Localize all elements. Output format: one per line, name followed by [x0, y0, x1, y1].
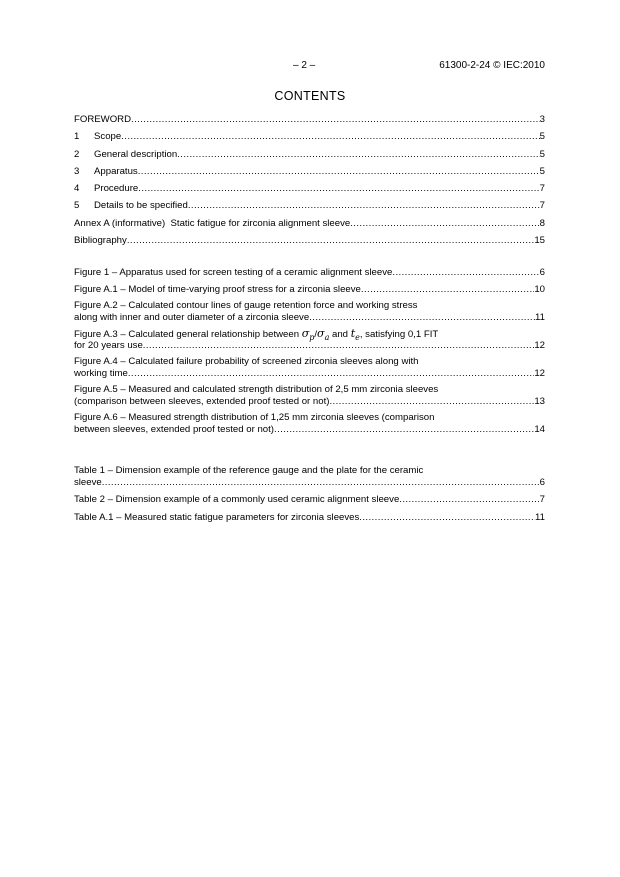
sigma-p-symbol: $\sigma_p$: [301, 327, 315, 343]
toc-entry-table-1[interactable]: Table 1 – Dimension example of the reference gauge and the plate for the ceramic sleeve ..... 6: [74, 465, 545, 489]
toc-entry-details[interactable]: 5 Details to be specified ..... 7: [74, 200, 545, 212]
page-ref: 12: [534, 340, 545, 352]
t-e-symbol: $t_e$: [350, 327, 360, 343]
toc-entry-figure-a4[interactable]: Figure A.4 – Calculated failure probability of screened zirconia sleeves along with working time ..... 12: [74, 356, 545, 380]
page-ref: 12: [534, 368, 545, 380]
toc-entry-figure-a6[interactable]: Figure A.6 – Measured strength distribution of 1,25 mm zirconia sleeves (comparison between sleeves, extended proof tested or not) ..... 14: [74, 412, 545, 436]
page-ref: 14: [534, 424, 545, 436]
toc-entry-table-a1[interactable]: Table A.1 – Measured static fatigue parameters for zirconia sleeves ..... 11: [74, 512, 545, 524]
toc-entry-annex-a[interactable]: Annex A (informative) Static fatigue for zirconia alignment sleeve ..... 8: [74, 218, 545, 230]
sigma-a-symbol: $\sigma_a$: [317, 327, 330, 343]
toc-entry-figure-1[interactable]: Figure 1 – Apparatus used for screen testing of a ceramic alignment sleeve ..... 6: [74, 267, 545, 279]
page-number: – 2 –: [293, 60, 316, 71]
page-ref: 10: [534, 284, 545, 296]
page-ref: 5: [539, 165, 545, 177]
page-header: [0, 60, 620, 74]
standard-reference: 61300-2-24 © IEC:2010: [439, 60, 545, 71]
page-ref: 7: [539, 183, 545, 195]
toc-entry-figure-a1[interactable]: Figure A.1 – Model of time-varying proof stress for a zirconia sleeve ..... 10: [74, 284, 545, 296]
toc-entry-general-description[interactable]: 2 General description ..... 5: [74, 149, 545, 161]
page-ref: 11: [535, 511, 545, 523]
toc-figures: [74, 267, 545, 436]
toc-entry-procedure[interactable]: 4 Procedure ..... 7: [74, 183, 545, 195]
toc-entry-foreword[interactable]: FOREWORD ..... 3: [74, 114, 545, 126]
page-ref: 6: [539, 267, 545, 278]
toc-entry-table-2[interactable]: Table 2 – Dimension example of a commonly used ceramic alignment sleeve ..... 7: [74, 494, 545, 506]
page-ref: 7: [539, 494, 545, 506]
page-ref: 3: [539, 114, 545, 125]
page-ref: 6: [539, 477, 545, 488]
toc-entry-bibliography[interactable]: Bibliography ..... 15: [74, 235, 545, 247]
toc-entry-figure-a2[interactable]: Figure A.2 – Calculated contour lines of gauge retention force and working stress along with inner and outer diameter of a zirconia sleeve ..... 11: [74, 300, 545, 324]
toc-tables: [74, 465, 545, 524]
toc-entry-apparatus[interactable]: 3 Apparatus ..... 5: [74, 166, 545, 178]
page-ref: 11: [535, 312, 545, 324]
page-ref: 15: [534, 235, 545, 247]
toc-entry-figure-a3[interactable]: Figure A.3 – Calculated general relationship between $\sigma_p/\sigma_a$ and $t_e$, satisfying 0,1 FIT for 20 years use ..... 12: [74, 328, 545, 352]
toc-entry-scope[interactable]: 1 Scope ..... 5: [74, 131, 545, 143]
page-ref: 8: [539, 217, 545, 229]
page-ref: 7: [539, 200, 545, 212]
toc-sections: [74, 114, 545, 247]
page-ref: 13: [534, 396, 545, 408]
contents-title: CONTENTS: [274, 89, 346, 103]
page-ref: 5: [539, 131, 545, 143]
page-ref: 5: [539, 148, 545, 160]
toc-entry-figure-a5[interactable]: Figure A.5 – Measured and calculated strength distribution of 2,5 mm zirconia sleeves (comparison between sleeves, extended proof tested or not) ..... 13: [74, 384, 545, 408]
